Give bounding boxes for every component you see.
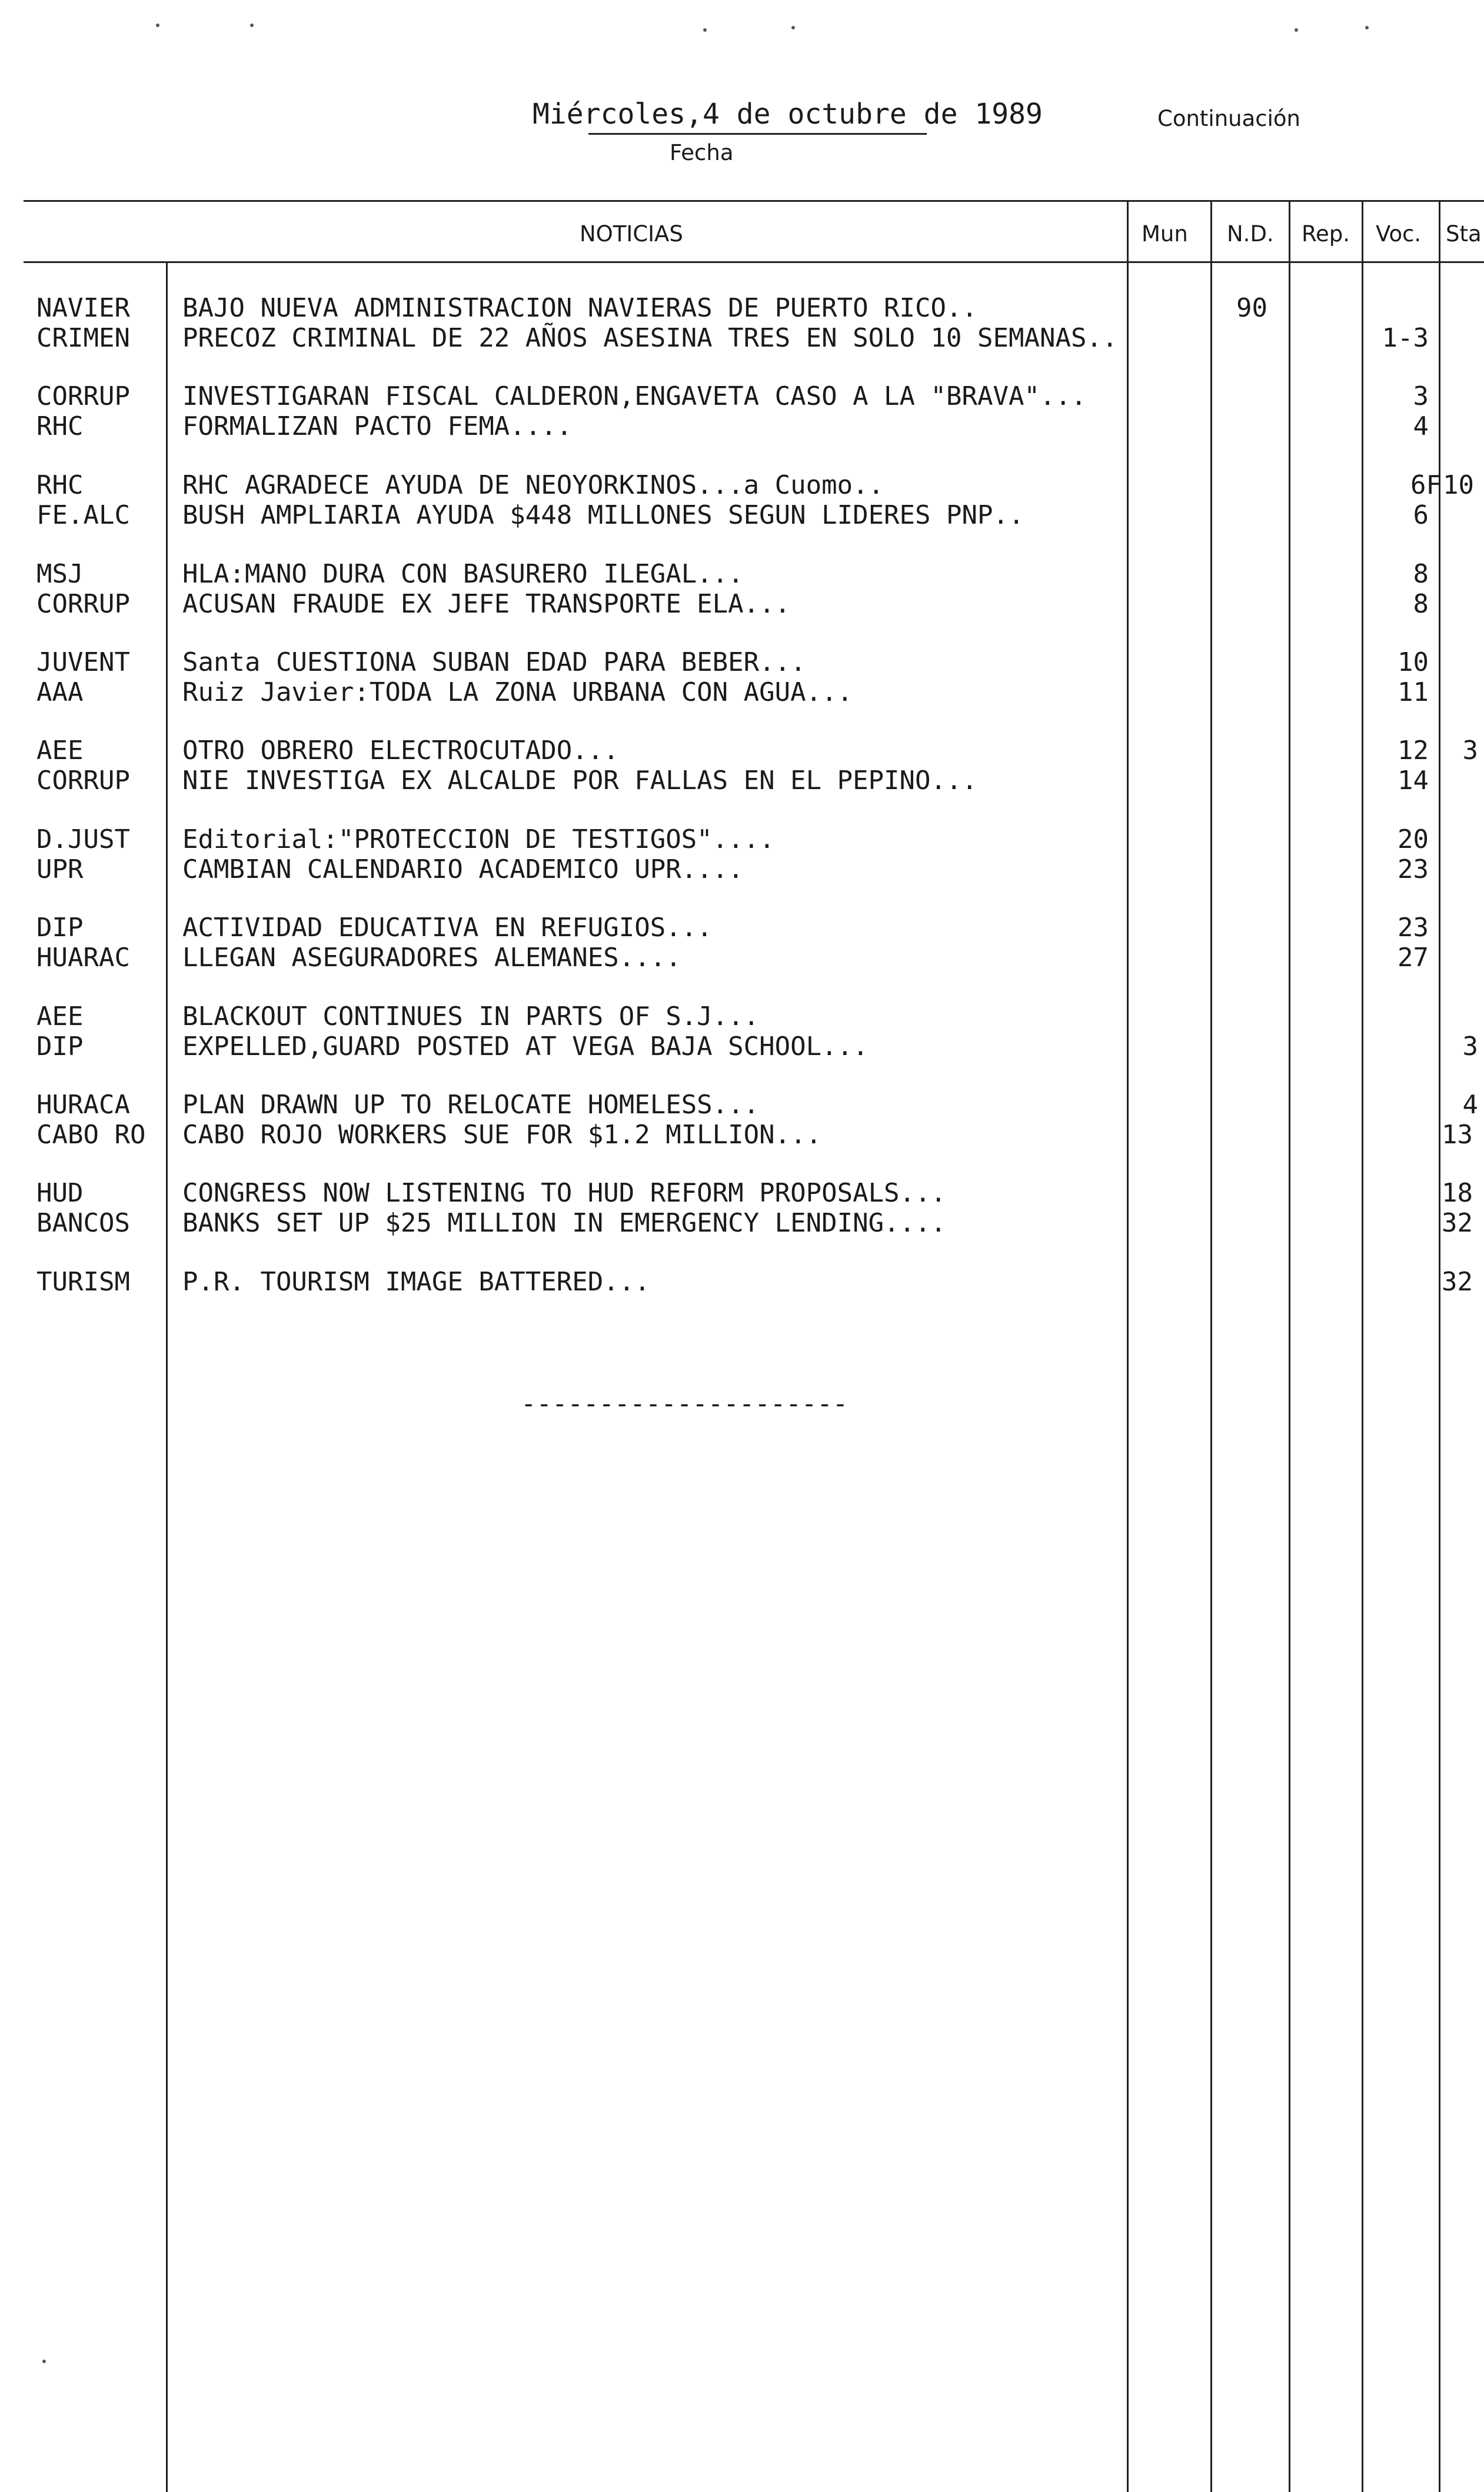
header-voc: Voc. [1376, 221, 1422, 247]
row-voc: 8 [1413, 559, 1429, 589]
date-underline [588, 133, 927, 135]
row-sta: 3 [1462, 736, 1478, 766]
header-mun: Mun [1142, 221, 1188, 247]
row-headline: NIE INVESTIGA EX ALCALDE POR FALLAS EN EL PEPINO... [182, 766, 978, 796]
row-voc: 10 [1398, 647, 1429, 677]
row-tag: HUARAC [36, 943, 130, 973]
row-sta: 13 [1442, 1120, 1473, 1150]
row-voc: 20 [1398, 824, 1429, 854]
row-voc: 6F [1410, 470, 1442, 500]
row-voc: 23 [1398, 854, 1429, 884]
row-voc: 1-3 [1382, 323, 1429, 353]
scan-speck [1295, 28, 1298, 32]
row-tag: MSJ [36, 559, 84, 589]
row-tag: JUVENT [36, 647, 130, 677]
row-sta: 10 [1443, 470, 1474, 500]
header-sta: Sta [1446, 221, 1482, 247]
row-headline: Santa CUESTIONA SUBAN EDAD PARA BEBER... [182, 647, 806, 677]
row-headline: Editorial:"PROTECCION DE TESTIGOS".... [182, 824, 775, 854]
scan-speck [791, 26, 795, 29]
row-headline: INVESTIGARAN FISCAL CALDERON,ENGAVETA CASO A LA "BRAVA"... [182, 381, 1087, 411]
row-tag: RHC [36, 470, 84, 500]
row-tag: DIP [36, 1032, 84, 1062]
row-voc: 4 [1413, 411, 1429, 441]
row-headline: Ruiz Javier:TODA LA ZONA URBANA CON AGUA... [182, 677, 853, 707]
row-headline: CONGRESS NOW LISTENING TO HUD REFORM PROPOSALS... [182, 1178, 947, 1208]
header-nd: N.D. [1227, 221, 1274, 247]
row-headline: FORMALIZAN PACTO FEMA.... [182, 411, 573, 441]
row-voc: 11 [1398, 677, 1429, 707]
row-tag: AEE [36, 736, 84, 766]
date-caption: Fecha [670, 140, 734, 165]
row-tag: AAA [36, 677, 84, 707]
row-tag: DIP [36, 913, 84, 943]
scan-speck [42, 2360, 46, 2363]
row-headline: PRECOZ CRIMINAL DE 22 AÑOS ASESINA TRES EN SOLO 10 SEMANAS.. [182, 323, 1118, 353]
tag-column-divider [166, 261, 168, 2492]
scan-speck [1365, 26, 1369, 29]
row-tag: TURISM [36, 1267, 130, 1297]
row-headline: LLEGAN ASEGURADORES ALEMANES.... [182, 943, 681, 973]
row-sta: 32 [1442, 1267, 1473, 1297]
end-of-list-marker: --------------------- [521, 1389, 849, 1419]
row-tag: CORRUP [36, 589, 130, 619]
row-headline: BUSH AMPLIARIA AYUDA $448 MILLONES SEGUN LIDERES PNP.. [182, 500, 1024, 530]
row-tag: HUD [36, 1178, 84, 1208]
row-voc: 12 [1398, 736, 1429, 766]
row-tag: BANCOS [36, 1208, 130, 1238]
row-headline: BAJO NUEVA ADMINISTRACION NAVIERAS DE PUERTO RICO.. [182, 293, 978, 323]
row-tag: AEE [36, 1002, 84, 1032]
mun-column-divider [1127, 200, 1129, 2492]
row-headline: HLA:MANO DURA CON BASURERO ILEGAL... [182, 559, 744, 589]
row-headline: ACTIVIDAD EDUCATIVA EN REFUGIOS... [182, 913, 713, 943]
row-voc: 8 [1413, 589, 1429, 619]
row-sta: 3 [1462, 1032, 1478, 1062]
row-tag: D.JUST [36, 824, 130, 854]
row-voc: 6 [1413, 500, 1429, 530]
row-tag: CORRUP [36, 381, 130, 411]
header-noticias: NOTICIAS [580, 221, 683, 247]
row-tag: CABO RO [36, 1120, 146, 1150]
row-sta: 32 [1442, 1208, 1473, 1238]
row-headline: ACUSAN FRAUDE EX JEFE TRANSPORTE ELA... [182, 589, 791, 619]
row-headline: P.R. TOURISM IMAGE BATTERED... [182, 1267, 650, 1297]
row-tag: CRIMEN [36, 323, 130, 353]
row-headline: RHC AGRADECE AYUDA DE NEOYORKINOS...a Cuomo.. [182, 470, 884, 500]
row-tag: RHC [36, 411, 84, 441]
row-headline: OTRO OBRERO ELECTROCUTADO... [182, 736, 619, 766]
table-header-rule [24, 261, 1484, 263]
continuation-label: Continuación [1157, 106, 1300, 131]
scan-speck [250, 24, 254, 27]
scan-speck [703, 28, 707, 32]
report-date: Miércoles,4 de octubre de 1989 [533, 98, 1043, 131]
sta-column-divider [1439, 200, 1440, 2492]
rep-column-divider [1289, 200, 1290, 2492]
row-voc: 14 [1398, 766, 1429, 796]
voc-column-divider [1362, 200, 1363, 2492]
row-tag: NAVIER [36, 293, 130, 323]
header-rep: Rep. [1302, 221, 1350, 247]
nd-column-divider [1210, 200, 1212, 2492]
row-headline: PLAN DRAWN UP TO RELOCATE HOMELESS... [182, 1090, 760, 1120]
row-headline: BANKS SET UP $25 MILLION IN EMERGENCY LENDING.... [182, 1208, 947, 1238]
row-headline: CABO ROJO WORKERS SUE FOR $1.2 MILLION... [182, 1120, 822, 1150]
row-tag: FE.ALC [36, 500, 130, 530]
row-headline: EXPELLED,GUARD POSTED AT VEGA BAJA SCHOOL... [182, 1032, 869, 1062]
row-tag: CORRUP [36, 766, 130, 796]
row-nd: 90 [1236, 293, 1267, 323]
row-sta: 18 [1442, 1178, 1473, 1208]
row-headline: BLACKOUT CONTINUES IN PARTS OF S.J... [182, 1002, 760, 1032]
table-top-rule [24, 200, 1484, 202]
row-tag: UPR [36, 854, 84, 884]
row-voc: 3 [1413, 381, 1429, 411]
row-headline: CAMBIAN CALENDARIO ACADEMICO UPR.... [182, 854, 744, 884]
row-voc: 27 [1398, 943, 1429, 973]
row-tag: HURACA [36, 1090, 130, 1120]
row-voc: 23 [1398, 913, 1429, 943]
row-sta: 4 [1462, 1090, 1478, 1120]
scan-speck [156, 24, 159, 27]
